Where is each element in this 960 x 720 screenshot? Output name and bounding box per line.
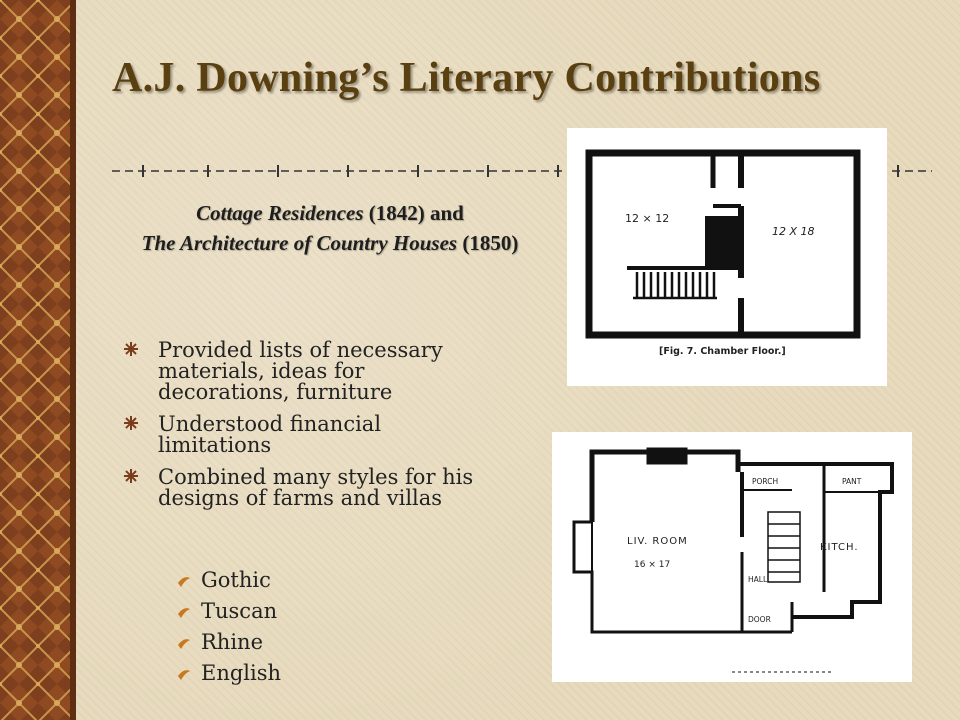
subtitle-line-1 [105, 198, 555, 228]
chamber-floor-plan-drawing [567, 128, 887, 386]
asterisk-bullet-icon [124, 416, 138, 430]
style-sub-list [175, 565, 281, 689]
style-rhine: Rhine [201, 630, 264, 654]
asterisk-bullet-icon [124, 469, 138, 483]
swoosh-bullet-icon [177, 636, 191, 650]
bullet-text: Understood financial limitations [158, 412, 382, 457]
plan2-hall-label: HALL [748, 575, 768, 584]
bullet-text: Combined many styles for his designs of farms and villas [158, 465, 474, 510]
sub-bullet-item [175, 658, 281, 689]
swoosh-bullet-icon [177, 605, 191, 619]
plan2-porch-label: PORCH [752, 477, 779, 486]
book-title-cottage-residences: Cottage Residences [196, 201, 364, 225]
swoosh-bullet-icon [177, 667, 191, 681]
book-subtitle [105, 198, 555, 258]
decorative-sidebar [0, 0, 76, 720]
chamber-floor-plan-image [567, 128, 887, 386]
plan2-living-room-size: 16 × 17 [634, 560, 671, 570]
style-english: English [201, 661, 282, 685]
plan2-pantry-label: PANT [842, 477, 862, 486]
plan1-caption: [Fig. 7. Chamber Floor.] [659, 346, 786, 357]
sub-bullet-item [175, 596, 281, 627]
sidebar-pattern [0, 0, 76, 720]
bullet-text: Provided lists of necessary materials, ideas for decorations, furniture [158, 338, 443, 404]
plan1-room-right-label: 12 X 18 [772, 225, 815, 238]
plan2-kitchen-label: KITCH. [820, 542, 859, 553]
style-tuscan: Tuscan [201, 599, 278, 623]
book-year-1850: (1850) [457, 231, 519, 255]
ground-floor-plan-image [552, 432, 912, 682]
sub-bullet-item [175, 565, 281, 596]
subtitle-line-2 [105, 228, 555, 258]
book-title-architecture-country-houses: The Architecture of Country Houses [141, 231, 458, 255]
bullet-item [122, 467, 492, 509]
sub-bullet-item [175, 627, 281, 658]
bullet-item [122, 340, 492, 403]
ground-floor-plan-drawing [552, 432, 912, 682]
asterisk-bullet-icon [124, 342, 138, 356]
swoosh-bullet-icon [177, 574, 191, 588]
main-bullet-list [122, 340, 492, 520]
style-gothic: Gothic [201, 568, 271, 592]
bullet-item [122, 414, 492, 456]
book-year-1842: (1842) and [363, 201, 464, 225]
slide-title: A.J. Downing’s Literary Contributions [112, 55, 821, 101]
plan1-room-left-label: 12 × 12 [625, 212, 670, 225]
plan2-living-room-label: LIV. ROOM [627, 536, 688, 547]
plan2-door-label: DOOR [748, 615, 771, 624]
